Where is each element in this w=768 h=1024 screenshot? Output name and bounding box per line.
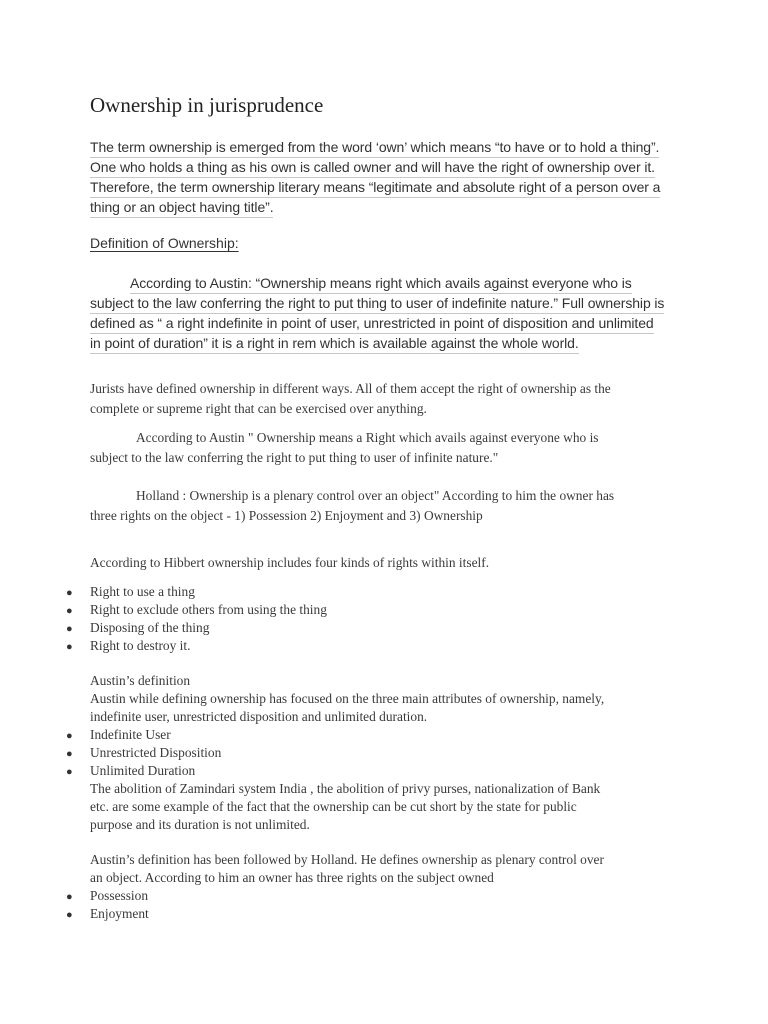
bullet-icon: ● — [66, 730, 73, 742]
bullet-icon: ● — [66, 623, 73, 635]
hibbert-intro: According to Hibbert ownership includes four kinds of rights within itself. — [90, 555, 490, 570]
intro-line: thing or an object having title”. — [90, 198, 273, 218]
list-item: Enjoyment — [90, 906, 149, 921]
austins-definition-heading: Austin’s definition — [90, 673, 191, 688]
austin2-line: subject to the law conferring the right to put thing to user of infinite nature." — [90, 450, 499, 465]
austin2-line: According to Austin " Ownership means a Right which avails against everyone who is — [136, 430, 599, 445]
jurists-line: Jurists have defined ownership in different ways. All of them accept the right of ownership as the — [90, 381, 611, 396]
list-item: Unlimited Duration — [90, 763, 196, 778]
list-item: Right to exclude others from using the thing — [90, 602, 327, 617]
followed-line: an object. According to him an owner has three rights on the subject owned — [90, 870, 494, 885]
list-item: Possession — [90, 888, 149, 903]
bullet-icon: ● — [66, 587, 73, 599]
austins-def-line: Austin while defining ownership has focused on the three main attributes of ownership, namely, — [90, 691, 605, 706]
austin-line: subject to the law conferring the right to put thing to user of indefinite nature.” Full ownership is — [90, 294, 664, 314]
austin-line: in point of duration” it is a right in rem which is available against the whole world. — [90, 334, 579, 354]
austin-line: According to Austin: “Ownership means right which avails against everyone who is — [130, 274, 632, 294]
holland-line: Holland : Ownership is a plenary control over an object" According to him the owner has — [136, 488, 615, 503]
abolition-line: purpose and its duration is not unlimited. — [90, 817, 310, 832]
list-item: Right to use a thing — [90, 584, 195, 599]
list-item: Unrestricted Disposition — [90, 745, 222, 760]
definition-heading: Definition of Ownership: — [90, 235, 239, 251]
list-item: Indefinite User — [90, 727, 171, 742]
intro-line: Therefore, the term ownership literary means “legitimate and absolute right of a person over a — [90, 178, 660, 198]
jurists-line: complete or supreme right that can be exercised over anything. — [90, 401, 427, 416]
bullet-icon: ● — [66, 748, 73, 760]
page-title: Ownership in jurisprudence — [90, 93, 324, 117]
abolition-line: The abolition of Zamindari system India , the abolition of privy purses, nationalization of Bank — [90, 781, 601, 796]
bullet-icon: ● — [66, 909, 73, 921]
followed-line: Austin’s definition has been followed by Holland. He defines ownership as plenary control over — [90, 852, 604, 867]
list-item: Disposing of the thing — [90, 620, 210, 635]
bullet-icon: ● — [66, 891, 73, 903]
austins-def-line: indefinite user, unrestricted disposition and unlimited duration. — [90, 709, 428, 724]
holland-line: three rights on the object - 1) Possession 2) Enjoyment and 3) Ownership — [90, 508, 483, 523]
abolition-line: etc. are some example of the fact that the ownership can be cut short by the state for public — [90, 799, 577, 814]
intro-line: One who holds a thing as his own is called owner and will have the right of ownership over it. — [90, 158, 655, 178]
bullet-icon: ● — [66, 766, 73, 778]
bullet-icon: ● — [66, 605, 73, 617]
austin-line: defined as “ a right indefinite in point of user, unrestricted in point of disposition and unlimited — [90, 314, 654, 334]
list-item: Right to destroy it. — [90, 638, 191, 653]
bullet-icon: ● — [66, 641, 73, 653]
intro-line: The term ownership is emerged from the word ‘own’ which means “to have or to hold a thing”. — [90, 138, 659, 158]
